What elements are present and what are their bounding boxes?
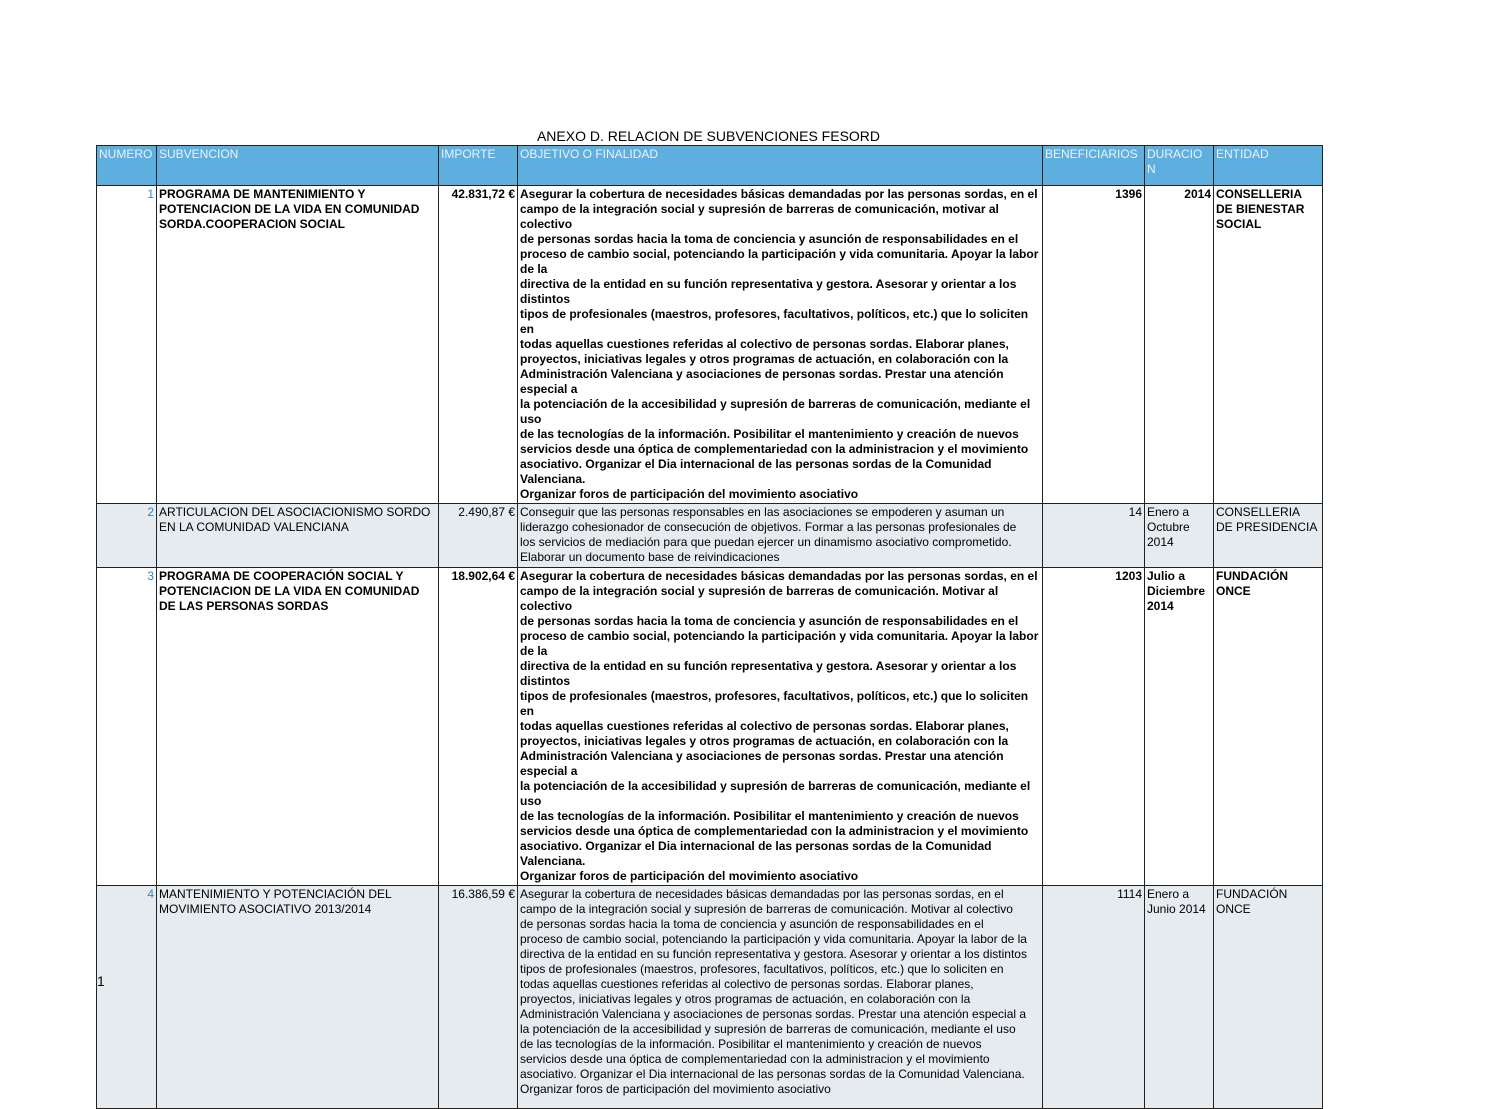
cell-objetivo: Conseguir que las personas responsables en las asociaciones se empoderen y asuman un liderazgo cohesionador de consecución de objetivos. Formar a las personas profesionales de los servicios de mediación para que puedan ejercer un dinamismo asociativo comprometido. Elaborar un documento base de reivindicaciones — [518, 504, 1043, 568]
table-row — [97, 568, 1323, 886]
cell-beneficiarios: 1114 — [1043, 886, 1145, 1109]
cell-duracion: Julio a Diciembre 2014 — [1145, 568, 1214, 886]
page-number: 1 — [97, 973, 105, 989]
cell-importe: 2.490,87 € — [439, 504, 518, 568]
cell-duracion: Enero a Octubre 2014 — [1145, 504, 1214, 568]
cell-objetivo: Asegurar la cobertura de necesidades básicas demandadas por las personas sordas, en el campo de la integración social y supresión de barreras de comunicación. Motivar al colectivo de personas sordas hacia la toma de conciencia y asunción de responsabilidades en el proceso de cambio social, potenciando la participación y vida comunitaria. Apoyar la labor de la directiva de la entidad en su función representativa y gestora. Asesorar y orientar a los distintos tipos de profesionales (maestros, profesores, facultativos, políticos, etc.) que lo soliciten en todas aquellas cuestiones referidas al colectivo de personas sordas. Elaborar planes, proyectos, iniciativas legales y otros programas de actuación, en colaboración con la Administración Valenciana y asociaciones de personas sordas. Prestar una atención especial a la potenciación de la accesibilidad y supresión de barreras de comunicación, mediante el uso de las tecnologías de la información. Posibilitar el mantenimiento y creación de nuevos servicios desde una óptica de complementariedad con la administracion y el movimiento asociativo. Organizar el Dia internacional de las personas sordas de la Comunidad Valenciana. Organizar foros de participación del movimiento asociativo — [518, 568, 1043, 886]
cell-importe: 16.386,59 € — [439, 886, 518, 1109]
table-row — [97, 186, 1323, 504]
header-importe: IMPORTE — [439, 146, 518, 186]
header-beneficiarios: BENEFICIARIOS — [1043, 146, 1145, 186]
cell-beneficiarios: 14 — [1043, 504, 1145, 568]
cell-entidad: CONSELLERIA DE PRESIDENCIA — [1214, 504, 1323, 568]
header-objetivo: OBJETIVO O FINALIDAD — [518, 146, 1043, 186]
cell-importe: 42.831,72 € — [439, 186, 518, 504]
header-entidad: ENTIDAD — [1214, 146, 1323, 186]
cell-numero: 4 — [97, 886, 157, 1109]
cell-numero: 3 — [97, 568, 157, 886]
cell-subvencion: PROGRAMA DE MANTENIMIENTO Y POTENCIACION DE LA VIDA EN COMUNIDAD SORDA.COOPERACION SOCIAL — [157, 186, 439, 504]
cell-numero: 1 — [97, 186, 157, 504]
header-duracion: DURACIO N — [1145, 146, 1214, 186]
document-title: ANEXO D. RELACION DE SUBVENCIONES FESORD — [536, 128, 881, 144]
cell-entidad: CONSELLERIA DE BIENESTAR SOCIAL — [1214, 186, 1323, 504]
cell-entidad: FUNDACIÓN ONCE — [1214, 568, 1323, 886]
cell-importe: 18.902,64 € — [439, 568, 518, 886]
cell-beneficiarios: 1203 — [1043, 568, 1145, 886]
cell-beneficiarios: 1396 — [1043, 186, 1145, 504]
cell-duracion: Enero a Junio 2014 — [1145, 886, 1214, 1109]
cell-numero: 2 — [97, 504, 157, 568]
cell-objetivo: Asegurar la cobertura de necesidades básicas demandadas por las personas sordas, en el campo de la integración social y supresión de barreras de comunicación, motivar al colectivo de personas sordas hacia la toma de conciencia y asunción de responsabilidades en el proceso de cambio social, potenciando la participación y vida comunitaria. Apoyar la labor de la directiva de la entidad en su función representativa y gestora. Asesorar y orientar a los distintos tipos de profesionales (maestros, profesores, facultativos, políticos, etc.) que lo soliciten en todas aquellas cuestiones referidas al colectivo de personas sordas. Elaborar planes, proyectos, iniciativas legales y otros programas de actuación, en colaboración con la Administración Valenciana y asociaciones de personas sordas. Prestar una atención especial a la potenciación de la accesibilidad y supresión de barreras de comunicación, mediante el uso de las tecnologías de la información. Posibilitar el mantenimiento y creación de nuevos servicios desde una óptica de complementariedad con la administracion y el movimiento asociativo. Organizar el Dia internacional de las personas sordas de la Comunidad Valenciana. Organizar foros de participación del movimiento asociativo — [518, 186, 1043, 504]
table-row — [97, 886, 1323, 1109]
subsidies-table — [96, 145, 1323, 1109]
cell-duracion: 2014 — [1145, 186, 1214, 504]
header-subvencion: SUBVENCION — [157, 146, 439, 186]
cell-entidad: FUNDACIÓN ONCE — [1214, 886, 1323, 1109]
table-row — [97, 504, 1323, 568]
cell-objetivo: Asegurar la cobertura de necesidades básicas demandadas por las personas sordas, en el campo de la integración social y supresión de barreras de comunicación. Motivar al colectivo de personas sordas hacia la toma de conciencia y asunción de responsabilidades en el proceso de cambio social, potenciando la participación y vida comunitaria. Apoyar la labor de la directiva de la entidad en su función representativa y gestora. Asesorar y orientar a los distintos tipos de profesionales (maestros, profesores, facultativos, políticos, etc.) que lo soliciten en todas aquellas cuestiones referidas al colectivo de personas sordas. Elaborar planes, proyectos, iniciativas legales y otros programas de actuación, en colaboración con la Administración Valenciana y asociaciones de personas sordas. Prestar una atención especial a la potenciación de la accesibilidad y supresión de barreras de comunicación, mediante el uso de las tecnologías de la información. Posibilitar el mantenimiento y creación de nuevos servicios desde una óptica de complementariedad con la administracion y el movimiento asociativo. Organizar el Dia internacional de las personas sordas de la Comunidad Valenciana. Organizar foros de participación del movimiento asociativo — [518, 886, 1043, 1109]
cell-subvencion: MANTENIMIENTO Y POTENCIACIÓN DEL MOVIMIENTO ASOCIATIVO 2013/2014 — [157, 886, 439, 1109]
cell-subvencion: ARTICULACION DEL ASOCIACIONISMO SORDO EN LA COMUNIDAD VALENCIANA — [157, 504, 439, 568]
table-header-row — [97, 146, 1323, 186]
header-numero: NUMERO — [97, 146, 157, 186]
cell-subvencion: PROGRAMA DE COOPERACIÓN SOCIAL Y POTENCIACION DE LA VIDA EN COMUNIDAD DE LAS PERSONAS SORDAS — [157, 568, 439, 886]
